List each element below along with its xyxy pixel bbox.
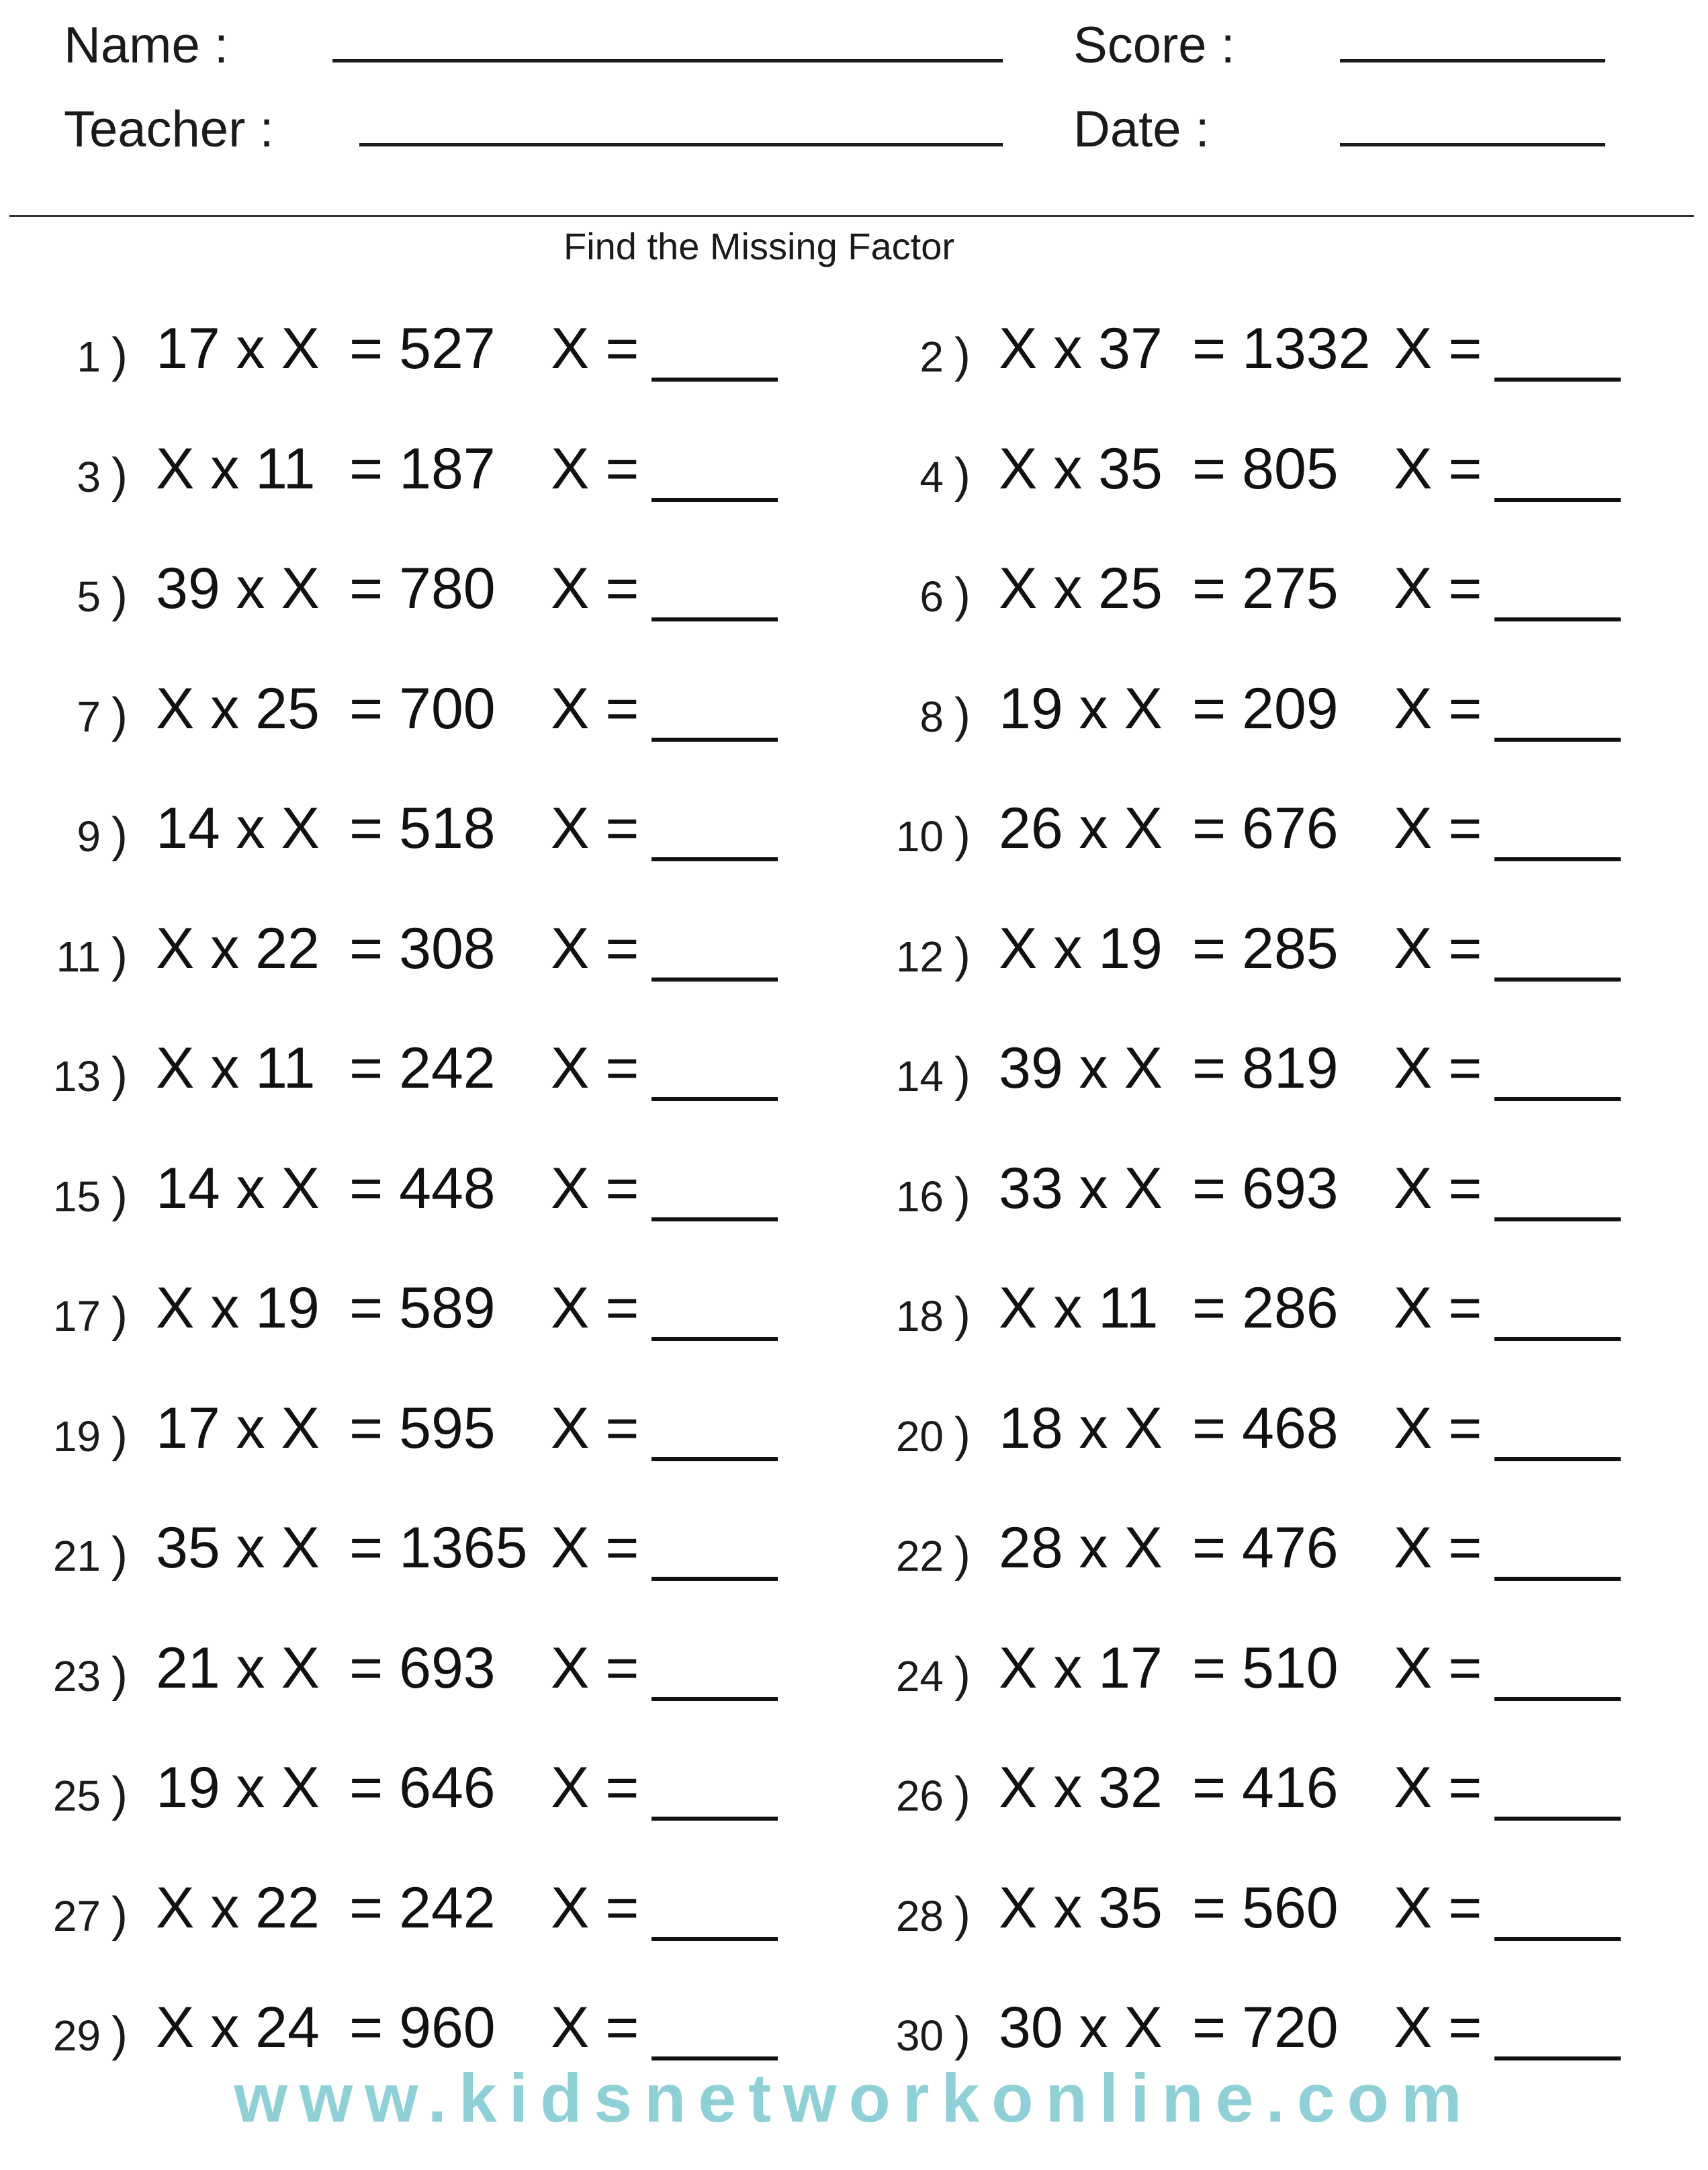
problem-expression: 26 x X (999, 796, 1163, 861)
problem-number: 1 (77, 333, 101, 381)
answer-label: X = (1394, 1635, 1482, 1700)
problem-row (843, 1515, 1676, 1582)
problem-paren: ) (111, 1168, 128, 1222)
date-line[interactable] (1340, 143, 1605, 146)
answer-blank[interactable] (1494, 1457, 1621, 1461)
problem-product: = 560 (1192, 1875, 1339, 1940)
problem-expression: X x 35 (999, 1875, 1163, 1940)
problem-expression: X x 11 (156, 1036, 316, 1100)
answer-blank[interactable] (1494, 1097, 1621, 1101)
problem-number: 29 (52, 2011, 101, 2060)
answer-label: X = (551, 316, 639, 381)
answer-blank[interactable] (651, 1457, 778, 1461)
problem-paren: ) (954, 928, 971, 982)
answer-blank[interactable] (1494, 1577, 1621, 1581)
problem-number: 24 (895, 1651, 944, 1700)
problem-row (843, 1035, 1676, 1102)
problem-product: = 468 (1192, 1395, 1339, 1461)
answer-label: X = (1394, 1036, 1482, 1100)
footer-url: www.kidsnetworkonline.com (234, 2060, 1474, 2136)
problem-paren: ) (954, 1887, 971, 1942)
problem-product: = 527 (349, 316, 496, 381)
problem-product: = 308 (349, 916, 496, 981)
problem-number: 5 (77, 572, 101, 621)
problem-row (0, 1995, 833, 2062)
problem-paren: ) (954, 688, 971, 742)
answer-label: X = (551, 1995, 639, 2060)
answer-label: X = (1394, 1516, 1482, 1580)
answer-blank[interactable] (1494, 498, 1621, 502)
problem-number: 17 (52, 1292, 101, 1340)
problem-paren: ) (111, 1887, 128, 1942)
problem-paren: ) (954, 1288, 971, 1342)
answer-label: X = (551, 1755, 639, 1820)
answer-label: X = (1394, 1276, 1482, 1340)
problem-row (0, 316, 833, 383)
problem-row (0, 436, 833, 503)
problem-number: 23 (52, 1651, 101, 1700)
problem-expression: 14 x X (156, 796, 320, 861)
answer-label: X = (551, 1276, 639, 1340)
teacher-line[interactable] (359, 143, 1003, 146)
problem-product: = 700 (349, 676, 496, 741)
problem-paren: ) (111, 688, 128, 742)
answer-blank[interactable] (651, 498, 778, 502)
problem-paren: ) (954, 568, 971, 622)
problem-expression: X x 11 (999, 1276, 1159, 1340)
problem-product: = 209 (1192, 676, 1339, 741)
problem-row (843, 1275, 1676, 1342)
problem-expression: 35 x X (156, 1516, 320, 1580)
answer-label: X = (1394, 796, 1482, 861)
problem-expression: 39 x X (156, 556, 320, 621)
problem-row (0, 676, 833, 743)
answer-label: X = (1394, 556, 1482, 621)
problem-product: = 780 (349, 556, 496, 621)
problem-row (843, 436, 1676, 503)
answer-blank[interactable] (651, 1937, 778, 1941)
answer-label: X = (1394, 1755, 1482, 1820)
problem-expression: 21 x X (156, 1635, 320, 1700)
answer-label: X = (1394, 436, 1482, 501)
answer-blank[interactable] (651, 1337, 778, 1341)
answer-blank[interactable] (651, 617, 778, 621)
problem-number: 3 (77, 452, 101, 501)
problem-expression: X x 37 (999, 316, 1163, 381)
problem-number: 8 (919, 692, 944, 741)
problem-product: = 805 (1192, 436, 1339, 501)
problem-row (843, 1635, 1676, 1702)
answer-blank[interactable] (1494, 1937, 1621, 1941)
problem-expression: 39 x X (999, 1036, 1163, 1100)
problem-paren: ) (111, 928, 128, 982)
problem-product: = 819 (1192, 1036, 1339, 1100)
header-divider (9, 215, 1694, 217)
problem-number: 9 (77, 812, 101, 861)
problem-row (0, 1035, 833, 1102)
problem-row (843, 795, 1676, 863)
problem-product: = 693 (349, 1635, 496, 1700)
answer-blank[interactable] (651, 1697, 778, 1701)
answer-blank[interactable] (1494, 738, 1621, 742)
problem-number: 26 (895, 1772, 944, 1820)
problem-number: 16 (895, 1172, 944, 1221)
problem-expression: 33 x X (999, 1156, 1163, 1221)
problem-expression: X x 22 (156, 1875, 320, 1940)
answer-label: X = (1394, 316, 1482, 381)
score-label: Score : (1073, 17, 1235, 74)
problem-product: = 518 (349, 796, 496, 861)
problem-row (843, 556, 1676, 623)
answer-label: X = (551, 796, 639, 861)
problem-paren: ) (111, 329, 128, 382)
problem-number: 11 (56, 932, 101, 981)
problem-expression: 18 x X (999, 1395, 1163, 1461)
problem-paren: ) (954, 1528, 971, 1581)
problem-number: 12 (895, 932, 944, 981)
answer-blank[interactable] (1494, 1697, 1621, 1701)
problem-product: = 676 (1192, 796, 1339, 861)
problem-product: = 720 (1192, 1995, 1339, 2060)
problem-number: 21 (52, 1532, 101, 1580)
answer-blank[interactable] (651, 1097, 778, 1101)
problem-number: 27 (52, 1891, 101, 1940)
problem-paren: ) (954, 1048, 971, 1102)
problem-expression: X x 24 (156, 1995, 320, 2060)
answer-label: X = (551, 556, 639, 621)
answer-blank[interactable] (651, 738, 778, 742)
problem-number: 25 (52, 1772, 101, 1820)
answer-blank[interactable] (651, 378, 778, 382)
problem-product: = 476 (1192, 1516, 1339, 1580)
problem-product: = 242 (349, 1875, 496, 1940)
problem-row (0, 1755, 833, 1822)
answer-blank[interactable] (651, 1577, 778, 1581)
problem-row (0, 556, 833, 623)
problem-paren: ) (954, 1647, 971, 1702)
problem-row (843, 1875, 1676, 1942)
problem-expression: X x 25 (156, 676, 320, 741)
answer-label: X = (1394, 1995, 1482, 2060)
name-label: Name : (64, 17, 228, 74)
answer-label: X = (551, 1875, 639, 1940)
problem-paren: ) (954, 808, 971, 862)
problem-product: = 595 (349, 1395, 496, 1461)
problem-paren: ) (954, 1407, 971, 1462)
problem-number: 18 (895, 1292, 944, 1340)
answer-blank[interactable] (1494, 857, 1621, 861)
problem-product: = 1365 (349, 1516, 528, 1580)
problem-row (0, 1275, 833, 1342)
answer-label: X = (1394, 1156, 1482, 1221)
problem-product: = 646 (349, 1755, 496, 1820)
problem-row (0, 1156, 833, 1223)
answer-blank[interactable] (1494, 978, 1621, 982)
answer-blank[interactable] (1494, 617, 1621, 621)
problem-number: 13 (52, 1052, 101, 1100)
problem-product: = 242 (349, 1036, 496, 1100)
answer-blank[interactable] (651, 1817, 778, 1821)
problem-paren: ) (111, 808, 128, 862)
answer-label: X = (551, 676, 639, 741)
problem-expression: 19 x X (156, 1755, 320, 1820)
problem-paren: ) (111, 448, 128, 503)
problem-product: = 1332 (1192, 316, 1371, 381)
problem-paren: ) (954, 329, 971, 382)
problem-expression: X x 25 (999, 556, 1163, 621)
problem-paren: ) (954, 1768, 971, 1821)
problem-number: 2 (919, 333, 944, 381)
problem-row (0, 1875, 833, 1942)
problem-expression: X x 17 (999, 1635, 1163, 1700)
answer-label: X = (1394, 676, 1482, 741)
problem-row (843, 316, 1676, 383)
problem-product: = 589 (349, 1276, 496, 1340)
problem-row (843, 1995, 1676, 2062)
answer-blank[interactable] (1494, 1217, 1621, 1221)
problem-product: = 285 (1192, 916, 1339, 981)
problem-number: 22 (895, 1532, 944, 1580)
problem-expression: 17 x X (156, 1395, 320, 1461)
problem-number: 28 (895, 1891, 944, 1940)
problem-expression: X x 22 (156, 916, 320, 981)
problem-number: 20 (895, 1412, 944, 1461)
answer-label: X = (551, 436, 639, 501)
problem-expression: 14 x X (156, 1156, 320, 1221)
answer-blank[interactable] (651, 1217, 778, 1221)
problem-expression: 19 x X (999, 676, 1163, 741)
problem-paren: ) (954, 448, 971, 503)
problem-row (0, 795, 833, 863)
answer-label: X = (1394, 1875, 1482, 1940)
date-label: Date : (1073, 101, 1210, 158)
problem-paren: ) (954, 1168, 971, 1222)
answer-label: X = (1394, 916, 1482, 981)
answer-label: X = (551, 916, 639, 981)
answer-label: X = (551, 1395, 639, 1461)
worksheet-title: Find the Missing Factor (564, 225, 954, 267)
problem-row (843, 676, 1676, 743)
problem-row (843, 1755, 1676, 1822)
answer-label: X = (551, 1635, 639, 1700)
problem-product: = 510 (1192, 1635, 1339, 1700)
problem-expression: 30 x X (999, 1995, 1163, 2060)
problem-paren: ) (111, 1528, 128, 1581)
problem-product: = 960 (349, 1995, 496, 2060)
problem-number: 7 (77, 692, 101, 741)
problem-product: = 187 (349, 436, 496, 501)
problem-expression: X x 32 (999, 1755, 1163, 1820)
problem-row (0, 916, 833, 983)
answer-blank[interactable] (651, 857, 778, 861)
teacher-label: Teacher : (64, 101, 274, 158)
problem-expression: X x 11 (156, 436, 316, 501)
answer-label: X = (551, 1036, 639, 1100)
problem-row (0, 1635, 833, 1702)
problem-product: = 693 (1192, 1156, 1339, 1221)
problem-product: = 416 (1192, 1755, 1339, 1820)
problem-product: = 275 (1192, 556, 1339, 621)
problem-product: = 286 (1192, 1276, 1339, 1340)
problem-expression: X x 19 (999, 916, 1163, 981)
problem-paren: ) (954, 2007, 971, 2061)
problem-expression: 17 x X (156, 316, 320, 381)
problem-paren: ) (111, 1288, 128, 1342)
problem-paren: ) (111, 568, 128, 622)
problem-row (843, 1395, 1676, 1463)
problem-paren: ) (111, 1407, 128, 1462)
problem-row (843, 1156, 1676, 1223)
problem-number: 4 (919, 452, 944, 501)
problem-number: 6 (919, 572, 944, 621)
problem-number: 14 (895, 1052, 944, 1100)
problem-expression: X x 35 (999, 436, 1163, 501)
answer-blank[interactable] (1494, 1337, 1621, 1341)
problem-paren: ) (111, 1768, 128, 1821)
problem-product: = 448 (349, 1156, 496, 1221)
problem-paren: ) (111, 1048, 128, 1102)
answer-blank[interactable] (1494, 378, 1621, 382)
problem-expression: X x 19 (156, 1276, 320, 1340)
problem-number: 10 (895, 812, 944, 861)
answer-blank[interactable] (1494, 1817, 1621, 1821)
answer-label: X = (551, 1156, 639, 1221)
problem-row (0, 1395, 833, 1463)
answer-label: X = (551, 1516, 639, 1580)
problem-row (0, 1515, 833, 1582)
problem-paren: ) (111, 1647, 128, 1702)
name-line[interactable] (332, 59, 1003, 62)
answer-label: X = (1394, 1395, 1482, 1461)
problem-number: 19 (52, 1412, 101, 1461)
answer-blank[interactable] (651, 978, 778, 982)
problem-number: 30 (895, 2011, 944, 2060)
problem-expression: 28 x X (999, 1516, 1163, 1580)
problem-row (843, 916, 1676, 983)
problem-paren: ) (111, 2007, 128, 2061)
problem-number: 15 (52, 1172, 101, 1221)
score-line[interactable] (1340, 59, 1605, 62)
